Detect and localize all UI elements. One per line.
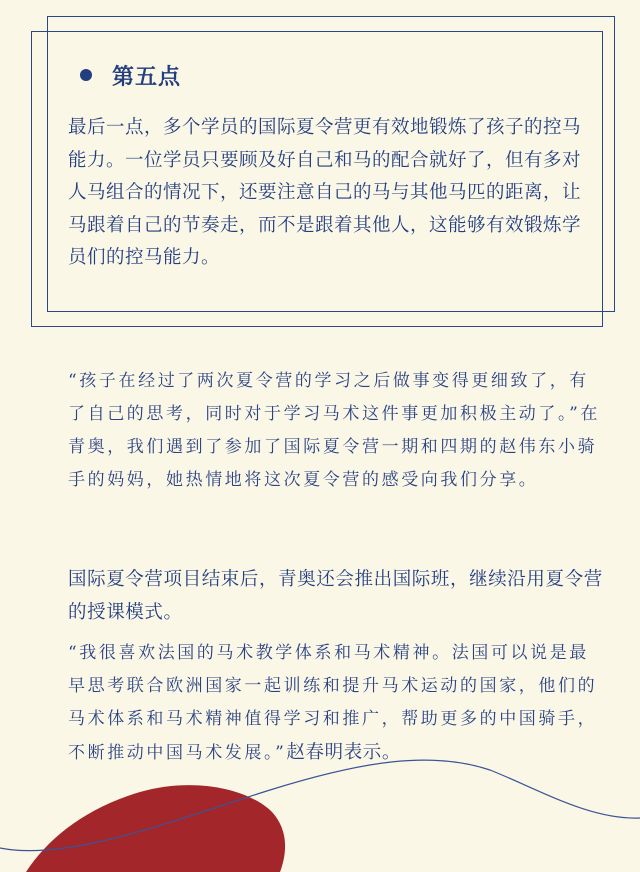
coach-quote-text: “我很喜欢法国的马术教学体系和马术精神。法国可以说是最早思考联合欧洲国家一起训练和提升马术运动的国家，他们的马术体系和马术精神值得学习和推广，帮助更多的中国骑手，不断推动中国马术发展。” xyxy=(68,643,598,763)
quote-attribution: 赵春明表示。 xyxy=(286,742,401,763)
international-class-statement: 国际夏令营项目结束后，青奥还会推出国际班，继续沿用夏令营的授课模式。 xyxy=(68,569,603,623)
section-title: 第五点 xyxy=(112,64,182,90)
section-paragraph: 最后一点，多个学员的国际夏令营更有效地锻炼了孩子的控马能力。一位学员只要顾及好自己和马的配合就好了，但有多对人马组合的情况下，还要注意自己的马与其他马匹的距离，让马跟着自己的节奏走，而不是跟着其他人，这能够有效锻炼学员们的控马能力。 xyxy=(68,117,582,268)
mother-quote: “孩子在经过了两次夏令营的学习之后做事变得更细致了，有了自己的思考，同时对于学习马术这件事更加积极主动了。”在青奥，我们遇到了参加了国际夏令营一期和四期的赵伟东小骑手的妈妈，她热情地将这次夏令营的感受向我们分享。 xyxy=(68,371,600,490)
